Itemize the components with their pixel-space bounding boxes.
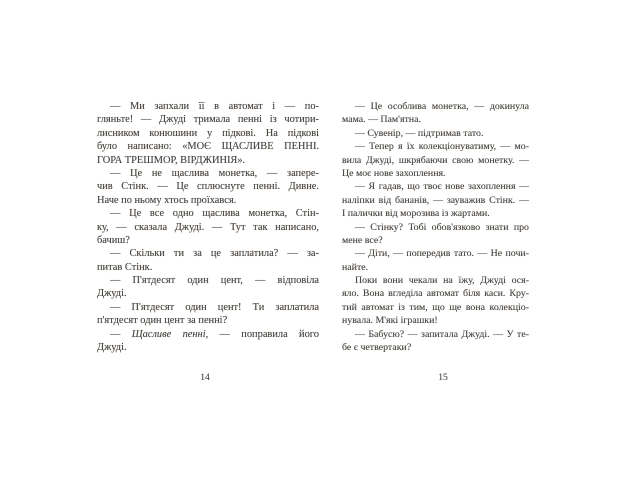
text-line: — Щасливе пенні, — поправила його	[110, 328, 320, 340]
text-line: яло. Вона вгледіла автомат біля каси. Кру-	[342, 288, 529, 300]
text-line: мама. — Пам'ятна.	[342, 114, 421, 126]
text-line: І палички від морозива із жартами.	[342, 208, 490, 220]
text-line: ку, — сказала Джуді. — Тут так написано,	[97, 221, 319, 233]
text-line: тий автомат із тим, що ще вона колекціо-	[342, 301, 529, 313]
text-line: наліпки від бананів, — зауважив Стінк. —	[342, 194, 529, 206]
text-line: Джуді.	[97, 288, 127, 300]
text-line: — Сувенір, — підтримав тато.	[355, 127, 484, 139]
text-line: нувала. М'які іграшки!	[342, 315, 438, 327]
text-line: гляньте! — Джуді тримала пенні із чотири-	[97, 114, 319, 126]
text-line: лисником конюшини у підкові. На підкові	[97, 127, 319, 139]
text-line: — Це все одно щаслива монетка, Стін-	[110, 208, 319, 220]
text-line: було написано: «МОЄ ЩАСЛИВЕ ПЕННІ.	[97, 141, 319, 153]
text-line: бачиш?	[97, 234, 130, 246]
page-left-number: 14	[200, 373, 210, 383]
text-line: питав Стінк.	[97, 261, 153, 273]
page-right-number: 15	[438, 373, 448, 383]
text-line: Наче по ньому хтось проїхався.	[97, 194, 237, 206]
text-line: — П'ятдесят один цент! Ти заплатила	[110, 301, 319, 313]
page-left-text	[97, 100, 319, 354]
text-line: чив Стінк. — Це сплюснуте пенні. Дивне.	[97, 181, 319, 193]
text-line: — Стінку? Тобі обов'язково знати про	[355, 221, 529, 233]
text-line: бе є четвертаки?	[342, 342, 412, 354]
text-line: — Це особлива монетка, — докинула	[355, 101, 529, 112]
text-line: — Тепер я їх колекціонуватиму, — мо-	[355, 141, 529, 153]
text-line: — Бабусю? — запитала Джуді. — У те-	[355, 328, 529, 340]
text-line: — Діти, — попередив тато. — Не почи-	[355, 248, 529, 260]
text-line: — Я гадав, що твоє нове захоплення —	[355, 181, 529, 193]
text-line: — Ми запхали її в автомат і — по-	[110, 101, 319, 112]
text-line: п'ятдесят один цент за пенні?	[97, 315, 228, 327]
page-right-text	[342, 100, 529, 354]
text-line: Поки вони чекали на їжу, Джуді ося-	[355, 275, 529, 287]
text-line: — П'ятдесят один цент, — відповіла	[110, 275, 319, 287]
text-line: вила Джуді, шкрябаючи свою монетку. —	[342, 154, 529, 166]
text-line: Джуді.	[97, 342, 127, 354]
text-line: ГОРА ТРЕШМОР, ВІРДЖИНІЯ».	[97, 154, 246, 166]
page-right	[330, 0, 640, 480]
text-line: Це моє нове захоплення.	[342, 167, 446, 179]
text-line: — Скільки ти за це заплатила? — за-	[110, 248, 319, 260]
text-line: мене все?	[342, 234, 383, 246]
text-line: — Це не щаслива монетка, — запере-	[110, 167, 319, 179]
text-line: найте.	[342, 261, 369, 273]
